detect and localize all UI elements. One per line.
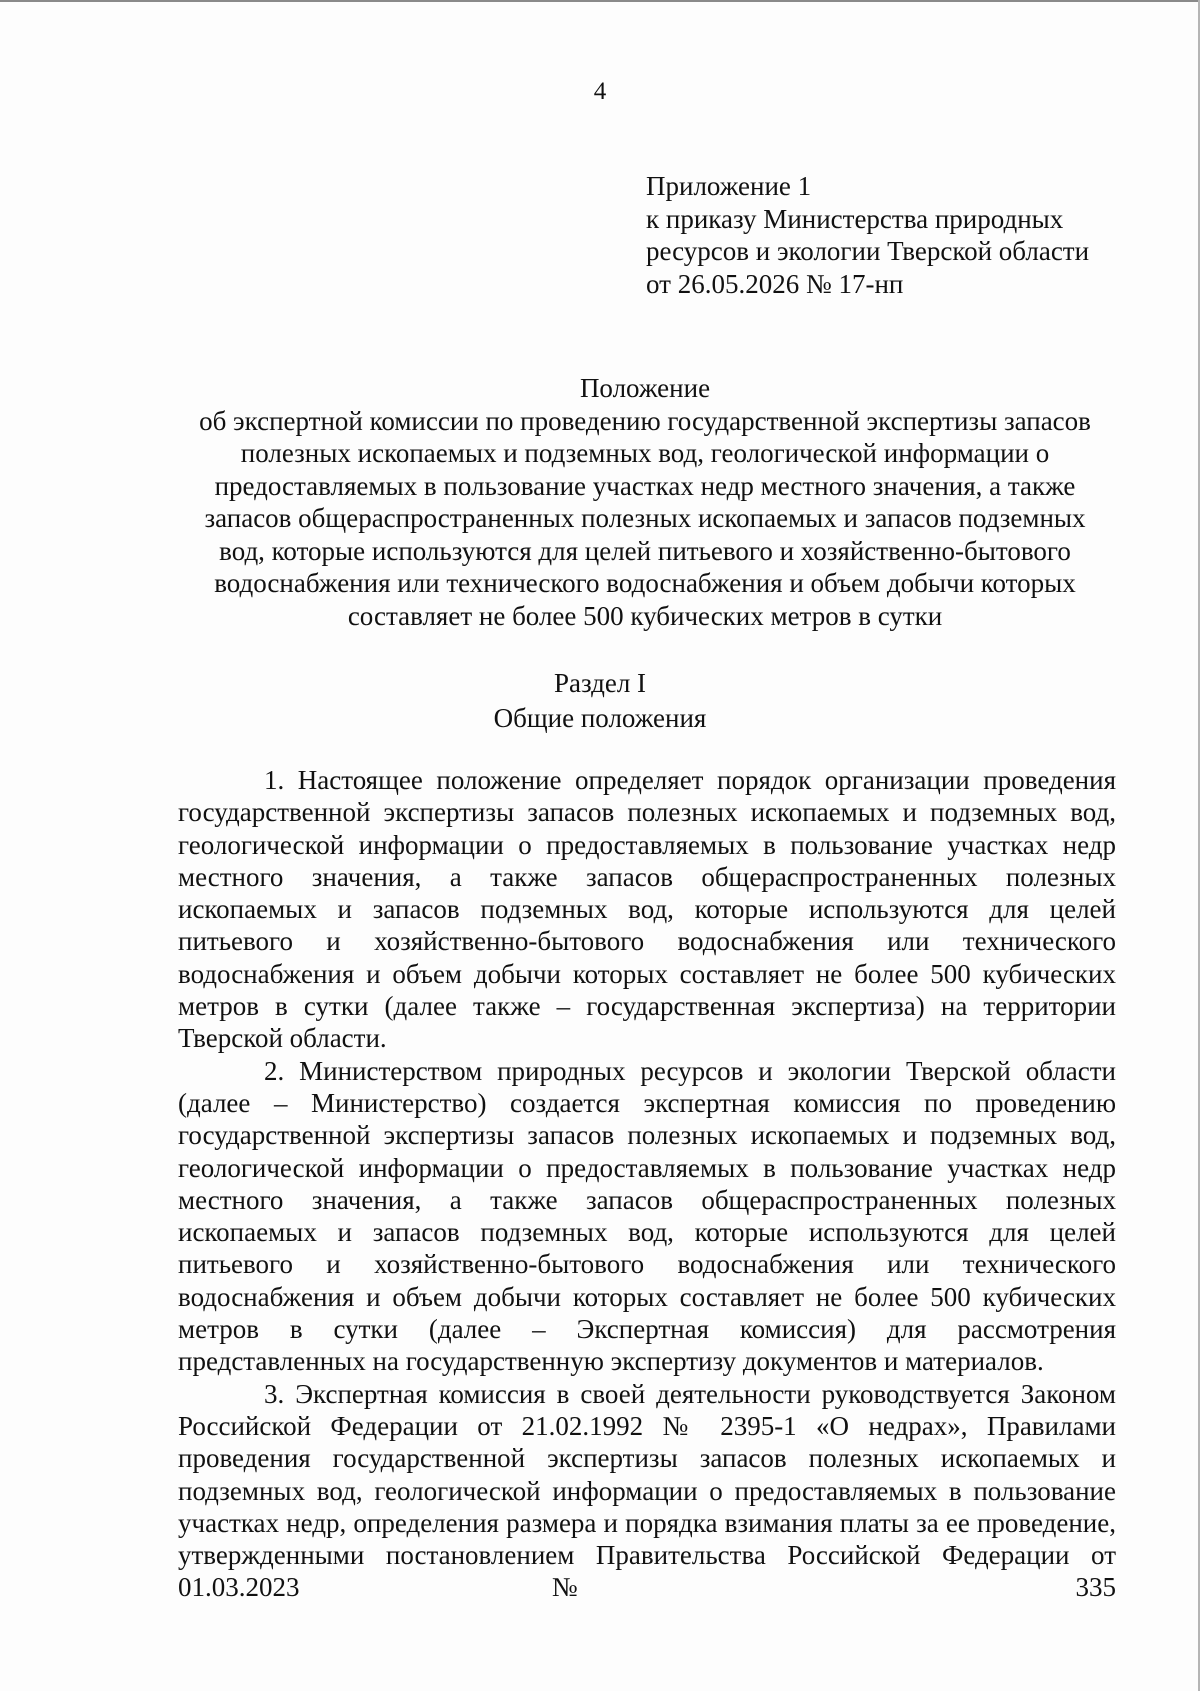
appendix-block [646, 170, 1166, 300]
paragraph: 2. Министерством природных ресурсов и экологии Тверской области (далее – Министерство) создается экспертная комиссия по проведению государственной экспертизы запасов полезных ископаемых и подземных вод, геологической информации о предоставляемых в пользование участках недр местного значения, а также запасов общераспространенных полезных ископаемых и запасов подземных вод, которые используются для целей питьевого и хозяйственно-бытового водоснабжения или технического водоснабжения и объем добычи которых составляет не более 500 кубических метров в сутки (далее – Экспертная комиссия) для рассмотрения представленных на государственную экспертизу документов и материалов. [178, 1055, 1116, 1377]
document-title [150, 372, 1140, 632]
paragraph: 3. Экспертная комиссия в своей деятельности руководствуется Законом Российской Федерации от 21.02.1992 № 2395-1 «О недрах», Правилами проведения государственной экспертизы запасов полезных ископаемых и подземных вод, геологической информации о предоставляемых в пользование участках недр, определения размера и порядка взимания платы за ее проведение, утвержденными постановлением Правительства Российской Федерации от 01.03.2023 № 335 [178, 1378, 1116, 1603]
paragraph: 1. Настоящее положение определяет порядок организации проведения государственной экспертизы запасов полезных ископаемых и подземных вод, геологической информации о предоставляемых в пользование участках недр местного значения, а также запасов общераспространенных полезных ископаемых и запасов подземных вод, которые используются для целей питьевого и хозяйственно-бытового водоснабжения или технического водоснабжения и объем добычи которых составляет не более 500 кубических метров в сутки (далее также – государственная экспертиза) на территории Тверской области. [178, 765, 1116, 1054]
body-text [178, 764, 1116, 1604]
title-line: вод, которые используются для целей питьевого и хозяйственно-бытового [219, 535, 1071, 566]
scan-top-edge [0, 0, 1200, 2]
appendix-line: от 26.05.2026 № 17-нп [646, 268, 904, 299]
title-line: об экспертной комиссии по проведению государственной экспертизы запасов [199, 405, 1091, 436]
title-line: водоснабжения или технического водоснабжения и объем добычи которых [214, 568, 1076, 598]
page-number: 4 [593, 78, 607, 105]
appendix-line: Приложение 1 [646, 171, 812, 201]
title-line: составляет не более 500 кубических метров в сутки [347, 600, 943, 631]
section-name: Общие положения [493, 703, 707, 733]
title-line: полезных ископаемых и подземных вод, геологической информации о [240, 438, 1050, 468]
appendix-line: ресурсов и экологии Тверской области [646, 236, 1090, 266]
section-number: Раздел I [553, 668, 647, 698]
section-heading [0, 666, 1200, 736]
title-heading: Положение [579, 373, 711, 403]
appendix-line: к приказу Министерства природных [646, 203, 1064, 234]
title-line: запасов общераспространенных полезных ископаемых и запасов подземных [204, 503, 1086, 533]
title-line: предоставляемых в пользование участках недр местного значения, а также [214, 470, 1076, 501]
